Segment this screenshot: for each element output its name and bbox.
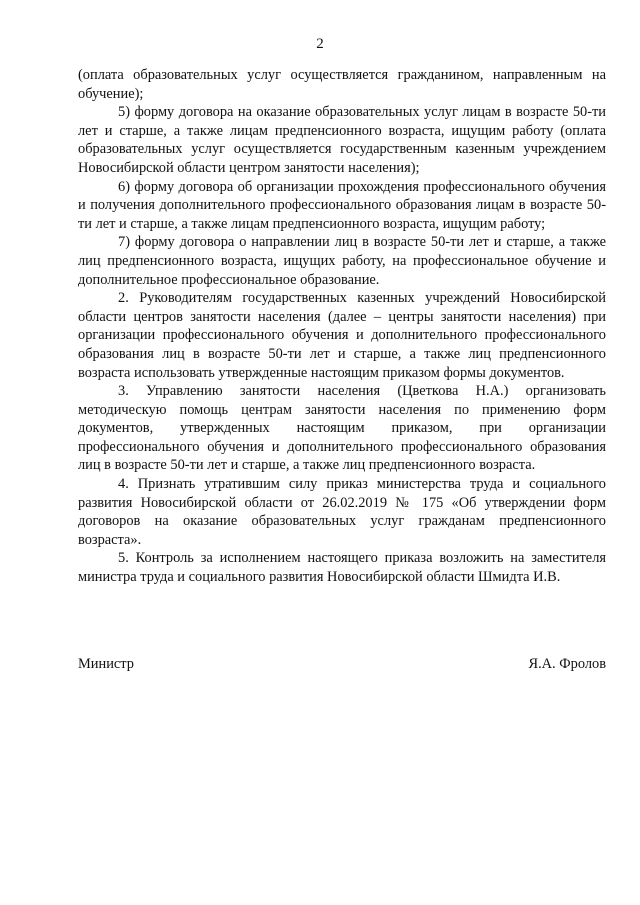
paragraph-clause-2: 2. Руководителям государственных казенных учреждений Новосибирской области центров занятости населения (далее – центры занятости населения) при организации профессионального обучения и дополнительного профессионального образования лиц в возрасте 50-ти лет и старше, а также лиц предпенсионного возраста использовать утвержденные настоящим приказом формы документов. [78, 290, 606, 381]
paragraph-clause-3: 3. Управлению занятости населения (Цветкова Н.А.) организовать методическую помощь центрам занятости населения по применению форм документов, утвержденных настоящим приказом, при организации профессионального обучения и дополнительного профессионального образования лиц в возрасте 50-ти лет и старше, а также лиц предпенсионного возраста. [78, 383, 606, 474]
paragraph-clause-4: 4. Признать утратившим силу приказ министерства труда и социального развития Новосибирской области от 26.02.2019 № 175 «Об утверждении форм договоров на оказание образовательных услуг гражданам предпенсионного возраста». [78, 476, 606, 548]
document-body [78, 66, 606, 587]
paragraph-clause-5: 5. Контроль за исполнением настоящего приказа возложить на заместителя министра труда и социального развития Новосибирской области Шмидта И.В. [78, 550, 606, 586]
signatory-name: Я.А. Фролов [528, 656, 606, 672]
paragraph-item-6: 6) форму договора об организации прохождения профессионального обучения и получения дополнительного профессионального образования лицам в возрасте 50-ти лет и старше, а также лицам предпенсионного возраста, ищущим работу; [78, 178, 606, 232]
signature-block [78, 656, 606, 673]
paragraph-item-5: 5) форму договора на оказание образовательных услуг лицам в возрасте 50-ти лет и старше, а также лицам предпенсионного возраста, ищущим работу (оплата образовательных услуг осуществляется государственным казенным учреждением Новосибирской области центром занятости населения); [78, 104, 606, 176]
paragraph-payment-note: (оплата образовательных услуг осуществляется гражданином, направленным на обучение); [78, 67, 606, 102]
page-number: 2 [316, 36, 324, 52]
paragraph-item-7: 7) форму договора о направлении лиц в возрасте 50-ти лет и старше, а также лиц предпенсионного возраста, ищущих работу, на профессиональное обучение и дополнительное профессиональное образование. [78, 234, 606, 288]
signatory-position: Министр [78, 656, 134, 672]
